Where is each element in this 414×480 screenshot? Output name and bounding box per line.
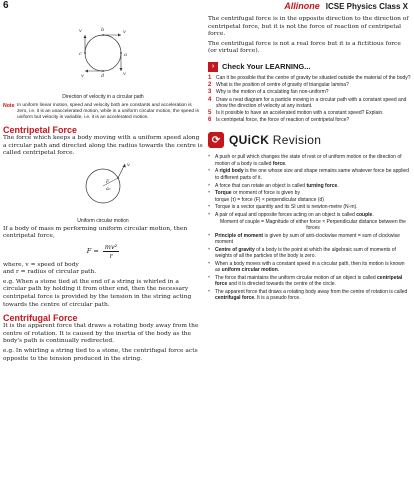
- chevron-right-icon: ›: [208, 62, 218, 72]
- velocity-circle-figure: [3, 16, 203, 100]
- label-v: v: [81, 73, 84, 79]
- centrifugal-definition: It is the apparent force that draws a rotating body away from the centre of rotation. It is caused by the inertia of the body as the body's path is continually redirected.: [3, 323, 199, 345]
- list-item: • Principle of moment is given by sum of anti-clockwise moment = sum of clockwise moment: [208, 232, 400, 245]
- formula-fraction: [103, 243, 119, 260]
- centripetal-formula: [3, 243, 203, 260]
- centrifugal-para-1: The centrifugal force is in the opposite direction to the direction of centripetal force, but it is not the force of reaction of centripetal force.: [208, 16, 409, 38]
- label-c: c: [79, 51, 82, 57]
- uniform-circular-figure: [3, 158, 203, 224]
- right-column: [208, 16, 411, 303]
- list-item: • Centre of gravity of a body is the point at which the algebraic sum of moments of weights of all the particles of the body is zero.: [208, 246, 396, 260]
- list-item: • When a body moves with a constant speed in a circular path, then its motion is known as uniform circular motion.: [208, 260, 405, 274]
- bullet-icon: •: [208, 204, 211, 211]
- label-f: F: [106, 179, 110, 185]
- formula-numerator: mv²: [104, 242, 118, 251]
- label-a: a: [124, 52, 127, 58]
- list-item: 1 Can it be possible that the centre of gravity be situated outside the material of the body?: [208, 74, 411, 81]
- where-line-2: and r = radius of circular path.: [3, 269, 97, 276]
- brand-logo: Allinone: [284, 1, 320, 11]
- page-number: 6: [3, 0, 9, 11]
- list-item: • The force that maintains the uniform circular motion of an object is called centripetal force and it is directed towards the centre of the circle.: [208, 274, 403, 288]
- label-v: v: [123, 29, 126, 35]
- centrifugal-example: e.g. In whirling a string tied to a stone, the centrifugal force acts opposite to the tension produced in the string.: [3, 347, 198, 362]
- centripetal-definition: The force which keeps a body moving with a uniform speed along a circular path and directed along the radius towards the centre is called centripetal force.: [3, 135, 203, 157]
- bullet-icon: •: [208, 182, 211, 189]
- centrifugal-heading: Centrifugal Force: [3, 313, 78, 324]
- velocity-circle-diagram: [3, 16, 203, 90]
- book-title: ICSE Physics Class X: [325, 2, 408, 11]
- uniform-circular-diagram: [3, 158, 203, 214]
- check-learning-title: Check Your LEARNING...: [222, 62, 311, 72]
- page-header: [0, 0, 414, 14]
- list-item: • Torque is a vector quantity and its SI unit is newton-metre (N-m).: [208, 204, 358, 211]
- label-d: d: [101, 73, 105, 79]
- bullet-icon: •: [208, 190, 211, 197]
- check-learning-header: [208, 62, 411, 72]
- formula-denominator: r: [109, 251, 113, 260]
- check-questions: [208, 75, 411, 123]
- figure-caption: Uniform circular motion: [77, 217, 129, 224]
- list-item: • The apparent force that draws a rotating body away from the centre of rotation is called centrifugal force. It is a pseudo force.: [208, 289, 408, 302]
- note-label: Note: [3, 103, 15, 109]
- bullet-icon: •: [208, 232, 211, 239]
- list-item: 6 Is centripetal force, the force of reaction of centripetal force?: [208, 117, 350, 124]
- refresh-icon: ⟳: [208, 132, 224, 148]
- label-b: b: [101, 27, 105, 33]
- list-item: • A push or pull which changes the state of rest or of uniform motion or the direction of motion of a body is called force.: [208, 154, 402, 167]
- list-item: 2 What is the position of centre of gravity of triangular lamina?: [208, 82, 349, 89]
- left-column: [3, 16, 203, 363]
- formula-lhs: F =: [86, 247, 99, 256]
- label-v: v: [127, 161, 130, 168]
- bullet-icon: •: [208, 212, 211, 219]
- list-item: 5 Is it possible to have an accelerated motion with a constant speed? Explain.: [208, 109, 384, 116]
- list-item: • A pair of equal and opposite forces acting on an object is called couple. Moment of couple = Magnitude of either force × Perpendicular distance between the forces: [208, 212, 406, 231]
- list-item: • Torque or moment of force is given by torque (τ) = force (F) × perpendicular distance (d): [208, 190, 324, 203]
- label-v: v: [79, 28, 82, 34]
- list-item: 3 Why is the motion of a circulating fan non-uniform?: [208, 89, 329, 96]
- where-line-1: where, v = speed of body: [3, 261, 79, 268]
- list-item: • A rigid body is the one whose size and shape remains same whatever force be applied to different parts of it.: [208, 168, 409, 181]
- centripetal-heading: Centripetal Force: [3, 125, 78, 135]
- quick-revision-header: [208, 131, 411, 149]
- label-a0: a₀: [106, 186, 111, 192]
- list-item: 4 Draw a neat diagram for a particle moving in a circular path with a constant speed and show the direction of velocity at any instant.: [208, 96, 407, 109]
- bullet-icon: •: [208, 274, 211, 281]
- quick-revision-title: QUiCK Revision: [229, 133, 322, 148]
- note-box: [3, 103, 203, 121]
- list-item: • A force that can rotate an object is called turning force.: [208, 182, 339, 189]
- brand: [284, 1, 408, 11]
- figure-caption: Direction of velocity in a circular path: [62, 94, 144, 100]
- bullet-icon: •: [208, 168, 211, 175]
- label-v: v: [123, 71, 126, 77]
- bullet-icon: •: [208, 246, 211, 253]
- bullet-icon: •: [208, 289, 211, 296]
- bullet-icon: •: [208, 260, 211, 267]
- centripetal-intro: If a body of mass m performing uniform circular motion, then centripetal force,: [3, 225, 188, 240]
- centripetal-example: e.g. When a stone tied at the end of a string is whirled in a circular path by holding it from other end, then the necessary centripetal force is provided by the tension in the string acting towards the centre of circular path.: [3, 278, 192, 308]
- note-text: In uniform linear motion, speed and velocity both are constants and acceleration is zero, i.e. it is an unaccelerated motion, while in a uniform circular motion, the speed is uniform but velocity is variable, i.e. it is an accelerated motion.: [17, 103, 199, 120]
- centrifugal-para-2: The centrifugal force is not a real force but it is a fictitious force (or virtual force).: [208, 40, 401, 55]
- bullet-icon: •: [208, 154, 211, 161]
- quick-revision-list: [208, 154, 411, 301]
